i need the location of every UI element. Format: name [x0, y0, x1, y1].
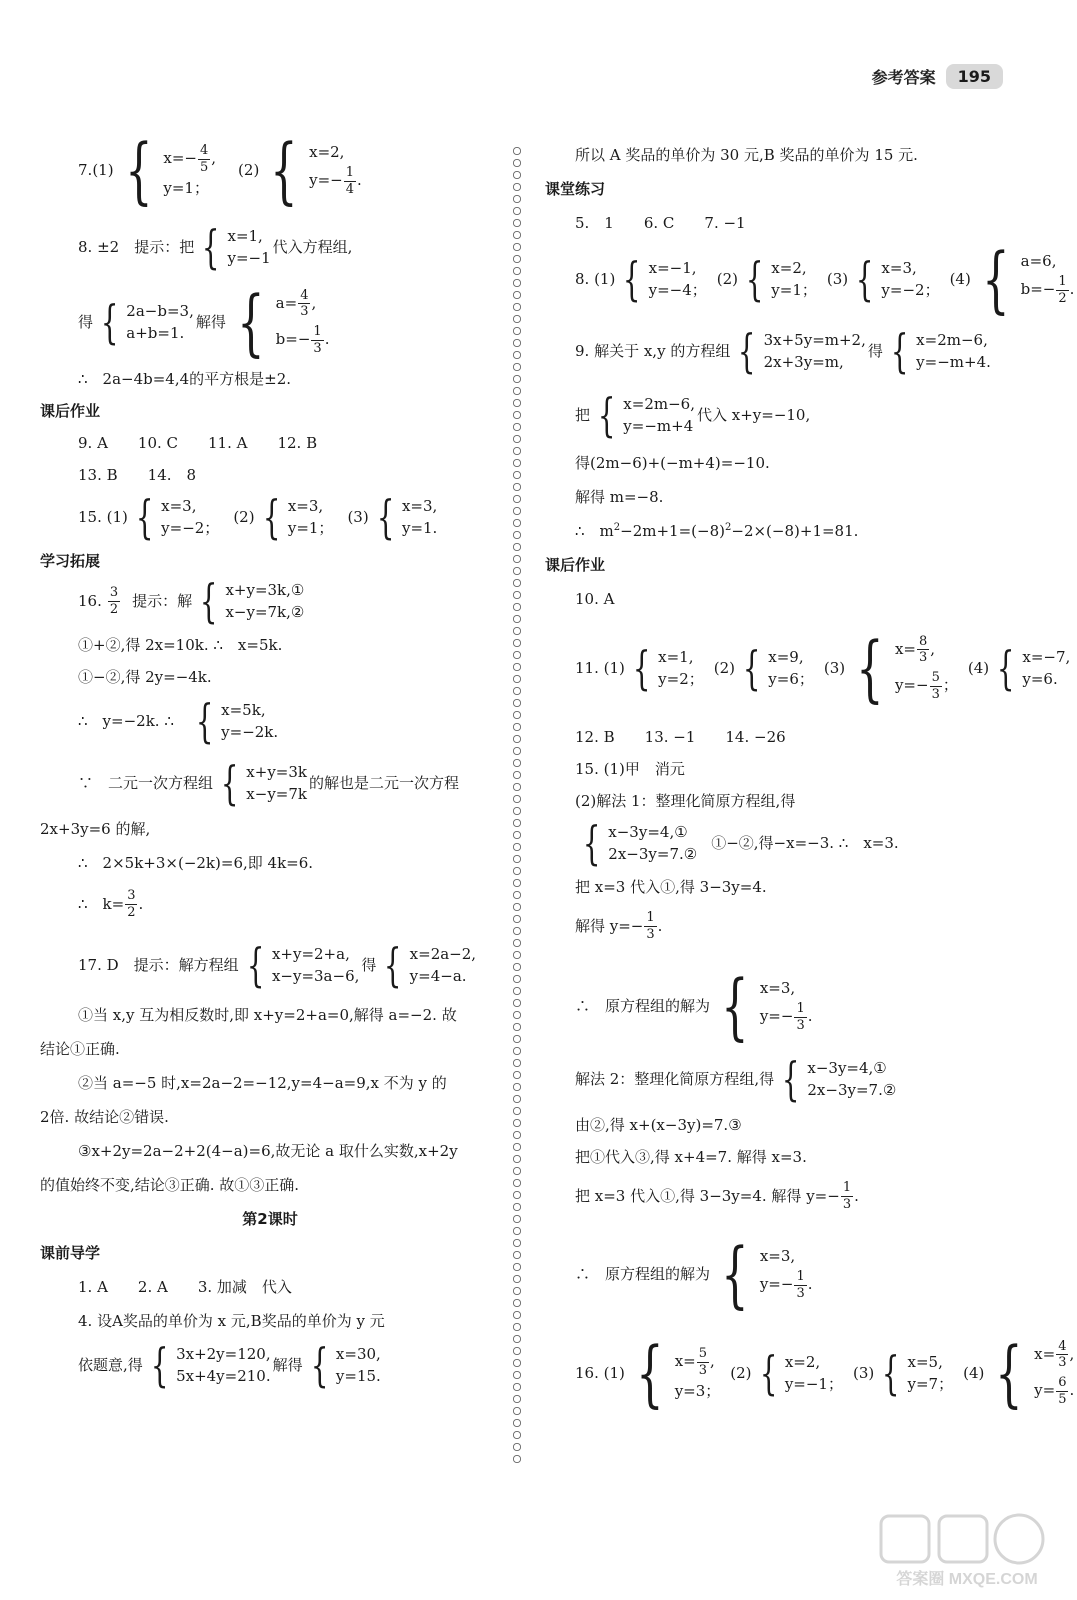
- header-title: 参考答案: [871, 68, 936, 87]
- answer-17: 17. D 提示：解方程组 { x+y=2+a, x−y=3a−6, 得 { x=2a−2, y=4−a.: [78, 940, 500, 990]
- prize-answer: 所以 A 奖品的单价为 30 元,B 奖品的单价为 15 元.: [575, 146, 918, 164]
- column-divider: [511, 145, 523, 1463]
- right-answer-10: 10. A: [575, 590, 615, 608]
- section-homework-right: 课后作业: [545, 556, 606, 574]
- right-answer-11: 11. (1) { x=1, y=2； (2) { x=9, y=6； (3) { x= $\frac{8}{3}$ , y=− $\frac{5}{3}$ ； (4) { x=−7, y=6.: [575, 620, 1025, 716]
- answer-17-line-2: 结论①正确.: [40, 1040, 120, 1058]
- answer-16-step-6: ∴ 2×5k+3×(−2k)=6,即 4k=6.: [78, 854, 314, 872]
- watermark-logo: [877, 1512, 1057, 1592]
- answer-15: 15. (1) { x=3, y=−2； (2) { x=3, y=1； (3) { x=3, y=1.: [78, 492, 500, 542]
- section-extension: 学习拓展: [40, 552, 101, 570]
- right-answer-15-system: { x−3y=4,① 2x−3y=7.② ①−②,得−x=−3. ∴ x=3.: [575, 818, 1025, 868]
- right-answer-15-solution-2: ∴ 原方程组的解为 { x=3, y=− $\frac{1}{3}$ .: [575, 1236, 1025, 1312]
- right-answer-9: 9. 解关于 x,y 的方程组 { 3x+5y=m+2, 2x+3y=m, 得 { x=2m−6, y=−m+4.: [575, 326, 1025, 376]
- answer-16-step-1: ①+②,得 2x=10k. ∴ x=5k.: [78, 636, 283, 654]
- brace: { x=2, y=− $\frac{1}{4}$ .: [261, 134, 362, 206]
- left-column: [40, 130, 500, 1390]
- right-answer-15-step-3: 由②,得 x+(x−3y)=7.③: [575, 1116, 742, 1134]
- right-answer-12-14: 12. B 13. −1 14. −26: [575, 728, 786, 746]
- answer-17-line-4: 2倍. 故结论②错误.: [40, 1108, 169, 1126]
- page-header: [872, 64, 1003, 89]
- right-answer-15-y: 解得 y=− $\frac{1}{3}$ .: [575, 909, 663, 942]
- right-answer-9-step: 得(2m−6)+(−m+4)=−10.: [575, 454, 770, 472]
- preview-line-1: 1. A 2. A 3. 加减 代入: [78, 1278, 292, 1296]
- classwork-line-1: 5. 1 6. C 7. −1: [575, 214, 746, 232]
- section-preview: 课前导学: [40, 1244, 101, 1262]
- right-answer-15-step-4: 把①代入③,得 x+4=7. 解得 x=3.: [575, 1148, 807, 1166]
- lesson-title: 第2课时: [242, 1210, 298, 1228]
- right-answer-15: 15. (1)甲 消元: [575, 760, 685, 778]
- answer-16-step-2: ①−②,得 2y=−4k.: [78, 668, 212, 686]
- watermark-text: 答案圈 MXQE.COM: [896, 1571, 1038, 1588]
- answer-17-line-3: ②当 a=−5 时,x=2a−2=−12,y=4−a=9,x 不为 y 的: [78, 1074, 447, 1092]
- right-answer-15-method-1: (2)解法 1：整理化简原方程组,得: [575, 792, 796, 810]
- answer-17-line-6: 的值始终不变,结论③正确. 故①③正确.: [40, 1176, 300, 1194]
- answer-16: 16. $\frac{3}{2}$ 提示：解 { x+y=3k,① x−y=7k,②: [78, 576, 500, 626]
- answer-8-conclusion: ∴ 2a−4b=4,4的平方根是±2.: [78, 370, 292, 388]
- answer-16-step-3: ∴ y=−2k. ∴ { x=5k, y=−2k.: [78, 696, 500, 746]
- right-answer-15-method-2: 解法 2：整理化简原方程组,得 { x−3y=4,① 2x−3y=7.②: [575, 1054, 1025, 1104]
- right-answer-16: 16. (1) { x= $\frac{5}{3}$ , y=3； (2) { x=2, y=−1； (3) { x=5, y=7； (4) { x= $\frac{4}{3}$ , y= $\frac{6}{5}$ .: [575, 1328, 1025, 1418]
- right-answer-9-step-2: 解得 m=−8.: [575, 488, 664, 506]
- answer-17-line-1: ①当 x,y 互为相反数时,即 x+y=2+a=0,解得 a=−2. 故: [78, 1006, 457, 1024]
- answer-8: 8. ±2 提示：把 { x=1, y=−1 代入方程组,: [78, 222, 500, 272]
- answer-8-solve: 得 { 2a−b=3, a+b=1. 解得 { a= $\frac{4}{3}$ , b=− $\frac{1}{3}$ .: [78, 282, 500, 362]
- page-number: 195: [946, 64, 1003, 89]
- right-answer-9-result: ∴ $m^2-2m+1=(-8)^2-2\times(-8)+1=81$.: [575, 522, 859, 540]
- answer-16-step-4: ∵ 二元一次方程组 { x+y=3k x−y=7k 的解也是二元一次方程: [78, 758, 500, 808]
- right-column: [545, 130, 1075, 1418]
- section-homework: 课后作业: [40, 402, 101, 420]
- answer-16-step-5: 2x+3y=6 的解,: [40, 820, 151, 838]
- section-classwork: 课堂练习: [545, 180, 606, 198]
- right-answer-15-step: 把 x=3 代入①,得 3−3y=4.: [575, 878, 767, 896]
- answer-17-line-5: ③x+2y=2a−2+2(4−a)=6,故无论 a 取什么实数,x+2y: [78, 1142, 458, 1160]
- preview-line-2: 4. 设A奖品的单价为 x 元,B奖品的单价为 y 元: [78, 1312, 385, 1330]
- homework-line-1: 9. A 10. C 11. A 12. B: [78, 434, 318, 452]
- preview-solve: 依题意,得 { 3x+2y=120, 5x+4y=210. 解得 { x=30, y=15.: [78, 1340, 500, 1390]
- brace: { x=− $\frac{4}{5}$ , y=1；: [116, 134, 216, 206]
- right-answer-15-solution: ∴ 原方程组的解为 { x=3, y=− $\frac{1}{3}$ .: [575, 968, 1025, 1044]
- homework-line-2: 13. B 14. 8: [78, 466, 197, 484]
- answer-7: 7. (1) { x=− $\frac{4}{5}$ , y=1； (2) { x=2, y=− $\frac{1}{4}$ .: [78, 130, 500, 210]
- right-answer-8: 8. (1) { x=−1, y=−4； (2) { x=2, y=1； (3) { x=3, y=−2； (4) { a=6, b=− $\frac{1}{2}$ .: [575, 244, 1025, 314]
- answer-16-result: ∴ k= $\frac{3}{2}$ .: [78, 887, 144, 920]
- right-answer-9-substitute: 把 { x=2m−6, y=−m+4 代入 x+y=−10,: [575, 390, 1025, 440]
- right-answer-15-step-5: 把 x=3 代入①,得 3−3y=4. 解得 y=− $\frac{1}{3}$ .: [575, 1179, 859, 1212]
